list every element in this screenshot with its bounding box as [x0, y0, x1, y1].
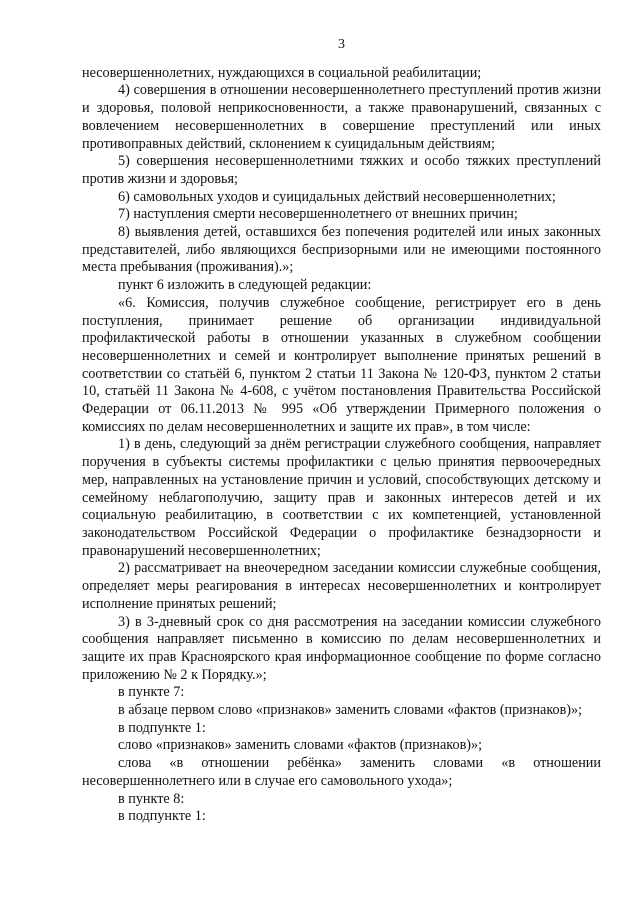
paragraph: 5) совершения несовершеннолетними тяжких и особо тяжких преступлений против жизни и здоровья;	[82, 153, 601, 187]
paragraph: в абзаце первом слово «признаков» заменить словами «фактов (признаков)»;	[118, 702, 583, 719]
page-number: 3	[338, 37, 345, 52]
paragraph: пункт 6 изложить в следующей редакции:	[118, 277, 372, 294]
paragraph: в подпункте 1:	[118, 719, 206, 736]
paragraph: 7) наступления смерти несовершеннолетнего от внешних причин;	[118, 206, 518, 223]
document-body	[82, 65, 601, 826]
paragraph: слова «в отношении ребёнка» заменить словами «в отношении несовершеннолетнего или в случае его самовольного ухода»;	[82, 755, 601, 789]
paragraph: в пункте 8:	[118, 790, 185, 807]
paragraph: 2) рассматривает на внеочередном заседании комиссии служебные сообщения, определяет меры реагирования в интересах несовершеннолетних и контролирует исполнение принятых решений;	[82, 560, 601, 612]
document-page	[82, 36, 601, 826]
paragraph: несовершеннолетних, нуждающихся в социальной реабилитации;	[82, 64, 482, 81]
paragraph: 8) выявления детей, оставшихся без попечения родителей или иных законных представителей, либо являющихся беспризорными или не имеющими постоянного места пребывания (проживания).»;	[82, 224, 601, 276]
paragraph: «6. Комиссия, получив служебное сообщение, регистрирует его в день поступления, принимает решение об организации индивидуальной профилактической работы в отношении указанных в служебном сообщении несовершеннолетних и семей и контролирует выполнение принятых решений в соответствии со статьёй 6, пунктом 2 статьи 11 Закона № 120-ФЗ, пунктом 2 статьи 10, статьёй 11 Закона № 4-608, с учётом постановления Правительства Российской Федерации от 06.11.2013 № 995 «Об утверждении Примерного положения о комиссиях по делам несовершеннолетних и защите их прав», в том числе:	[82, 294, 601, 435]
paragraph: в подпункте 1:	[118, 808, 206, 825]
paragraph: 4) совершения в отношении несовершеннолетнего преступлений против жизни и здоровья, половой неприкосновенности, а также правонарушений, связанных с вовлечением несовершеннолетних в совершение преступлений или иных противоправных действий, склонением к суицидальным действиям;	[82, 82, 601, 152]
paragraph: 3) в 3-дневный срок со дня рассмотрения на заседании комиссии служебного сообщения направляет письменно в комиссию по делам несовершеннолетних и защите их прав Красноярского края информационное сообщение по форме согласно приложению № 2 к Порядку.»;	[82, 613, 601, 683]
paragraph: 6) самовольных уходов и суицидальных действий несовершеннолетних;	[118, 188, 556, 205]
paragraph: 1) в день, следующий за днём регистрации служебного сообщения, направляет поручения в субъекты системы профилактики с целью принятия первоочередных мер, направленных на установление причин и условий, способствующих детскому и семейному неблагополучию, защиту прав и законных интересов детей и их социальную реабилитацию, в соответствии с их компетенцией, установленной законодательством Российской Федерации о профилактике безнадзорности и правонарушений несовершеннолетних;	[82, 436, 601, 559]
paragraph: в пункте 7:	[118, 684, 185, 701]
paragraph: слово «признаков» заменить словами «фактов (признаков)»;	[118, 737, 483, 754]
